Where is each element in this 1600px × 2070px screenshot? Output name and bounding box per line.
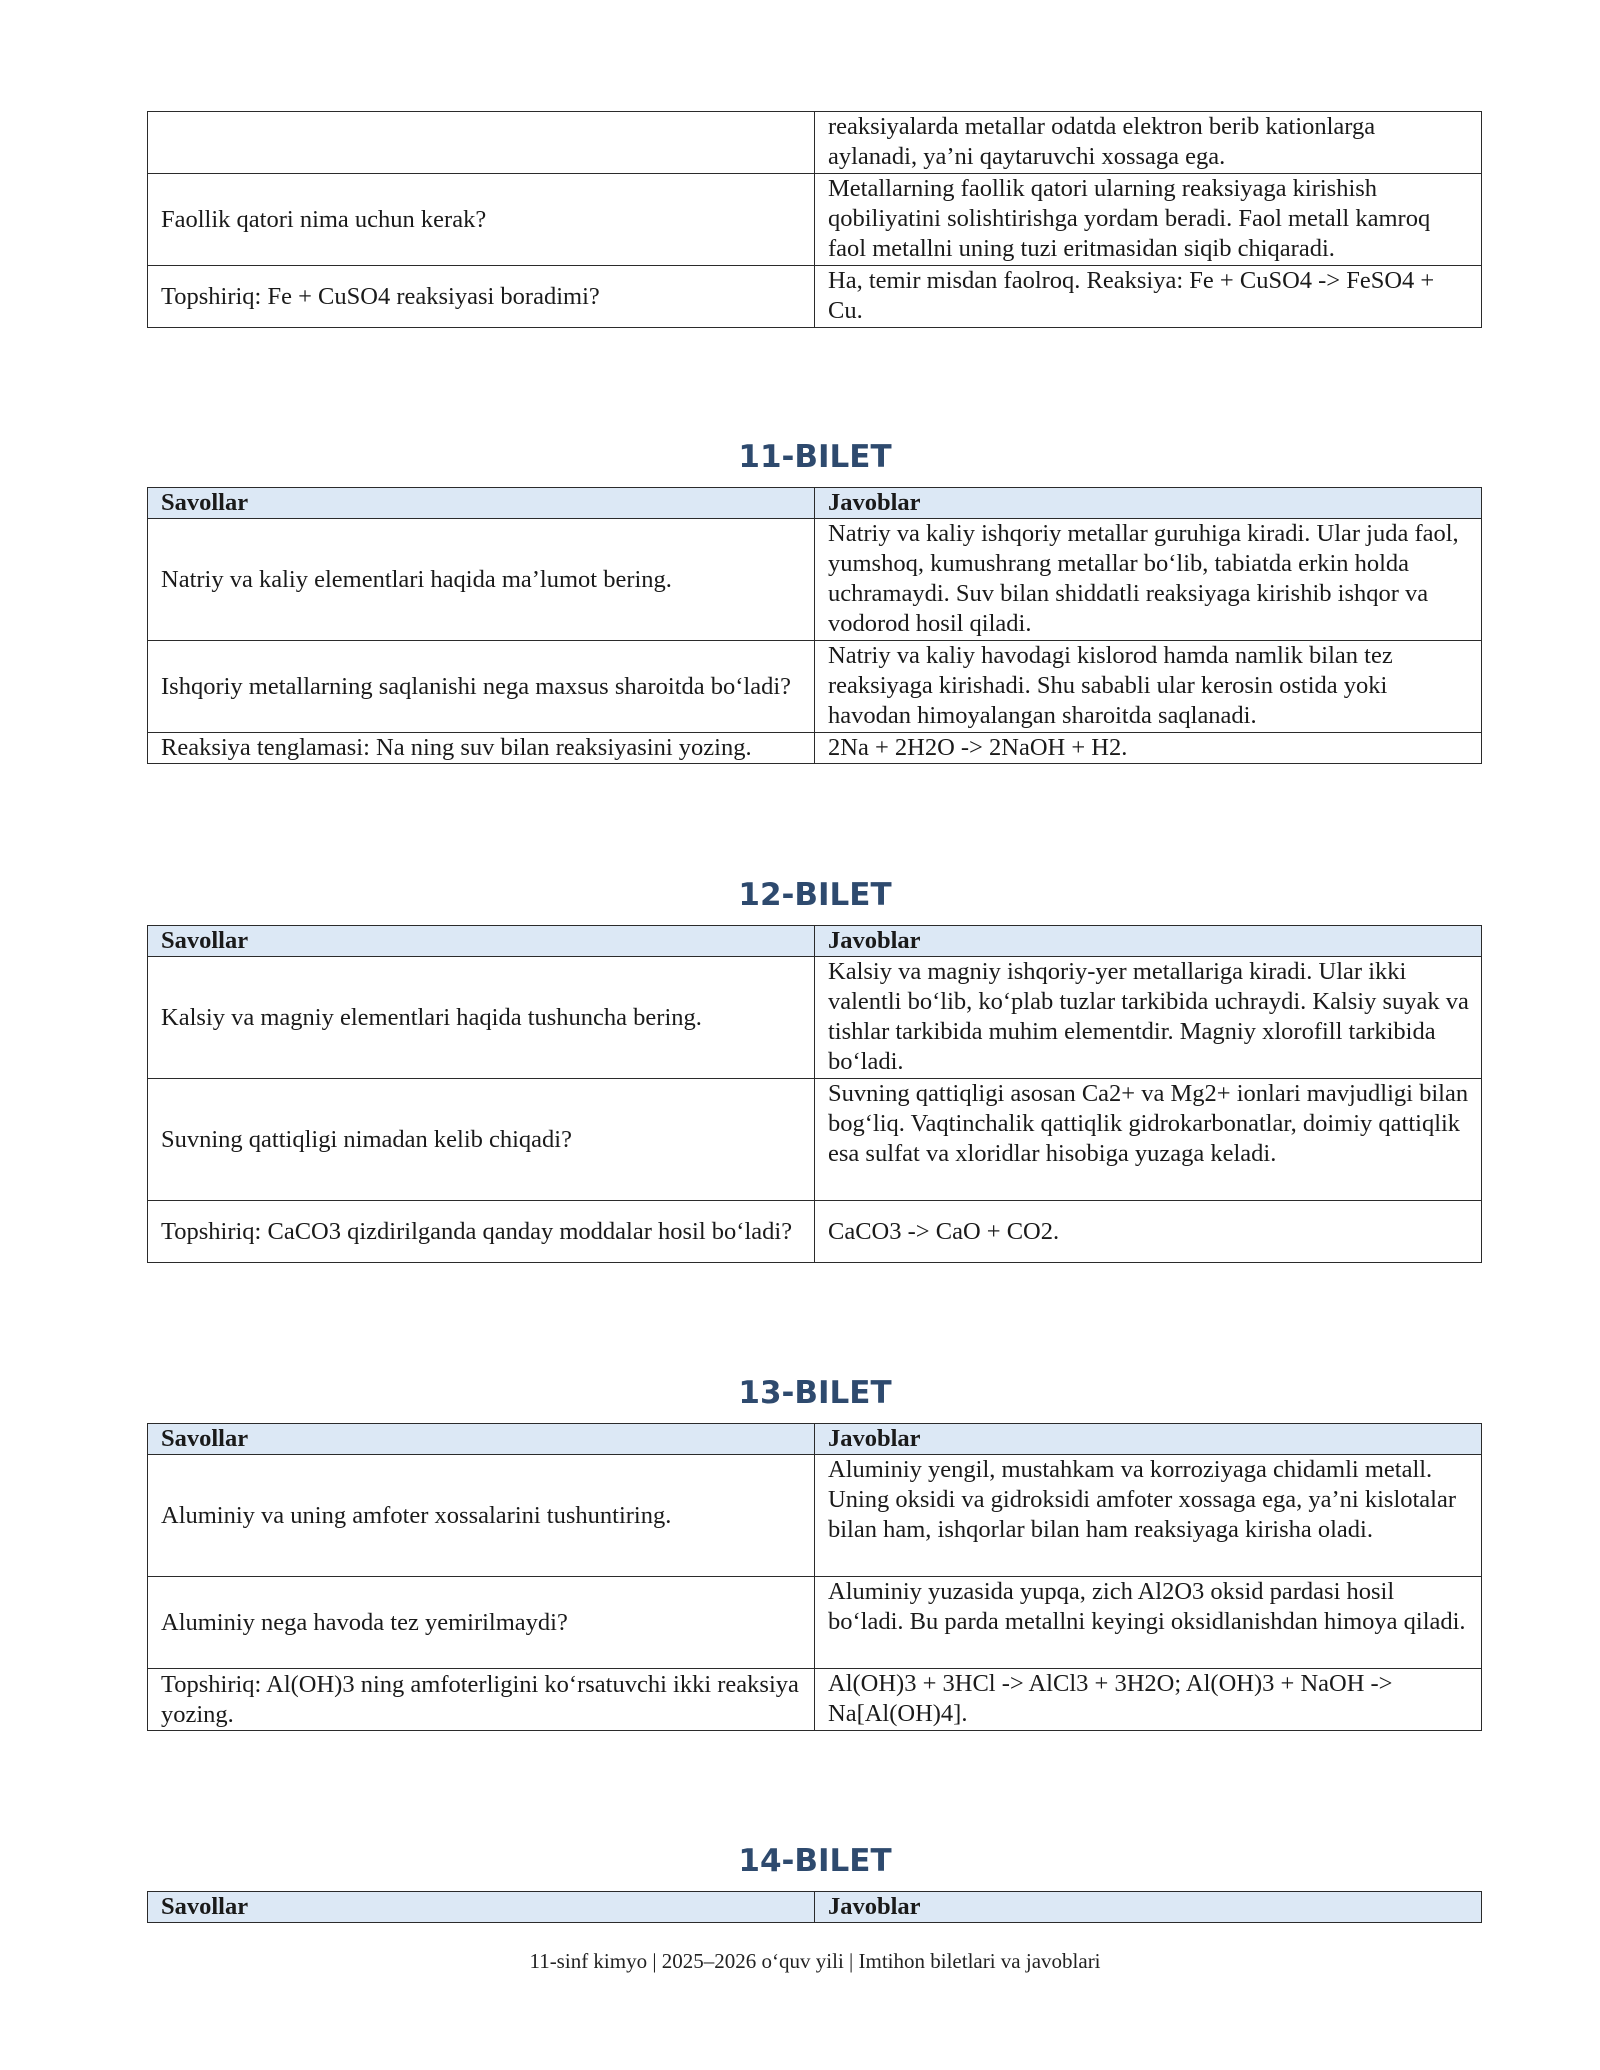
answer-cell: Al(OH)3 + 3HCl -> AlCl3 + 3H2O; Al(OH)3 + NaOH -> Na[Al(OH)4]. [815,1669,1482,1731]
table-row [148,1577,1482,1669]
answer-cell: Natriy va kaliy havodagi kislorod hamda namlik bilan tez reaksiyaga kirishadi. Shu sababli ular kerosin ostida yoki havodan himoyalangan sharoitda saqlanadi. [815,641,1482,733]
answer-cell: CaCO3 -> CaO + CO2. [815,1201,1482,1263]
continuation-table [147,111,1482,328]
question-cell: Suvning qattiqligi nimadan kelib chiqadi? [148,1079,815,1201]
answer-cell: Metallarning faollik qatori ularning reaksiyaga kirishish qobiliyatini solishtirishga yordam beradi. Faol metall kamroq faol metallni uning tuzi eritmasidan siqib chiqaradi. [815,174,1482,266]
bilet-title: 14-BILET [738,1843,892,1879]
answer-cell: Aluminiy yengil, mustahkam va korroziyaga chidamli metall. Uning oksidi va gidroksidi amfoter xossaga ega, ya’ni kislotalar bilan ham, ishqorlar bilan ham reaksiyaga kirisha oladi. [815,1455,1482,1577]
question-cell: Aluminiy va uning amfoter xossalarini tushuntiring. [148,1455,815,1577]
bilet-table [147,1891,1482,1923]
answer-cell: 2Na + 2H2O -> 2NaOH + H2. [815,733,1482,764]
table-header-row [148,926,1482,957]
table-row [148,957,1482,1079]
answer-cell: Natriy va kaliy ishqoriy metallar guruhiga kiradi. Ular juda faol, yumshoq, kumushrang metallar bo‘lib, tabiatda erkin holda uchramaydi. Suv bilan shiddatli reaksiyaga kirishib ishqor va vodorod hosil qiladi. [815,519,1482,641]
column-header-answers: Javoblar [815,1424,1482,1455]
column-header-questions: Savollar [148,1424,815,1455]
table-row [148,1669,1482,1731]
column-header-questions: Savollar [148,926,815,957]
table-row [148,266,1482,328]
answer-cell: Kalsiy va magniy ishqoriy-yer metallariga kiradi. Ular ikki valentli bo‘lib, ko‘plab tuzlar tarkibida uchraydi. Kalsiy suyak va tishlar tarkibida muhim elementdir. Magniy xlorofill tarkibida bo‘ladi. [815,957,1482,1079]
table-row [148,641,1482,733]
question-cell: Topshiriq: Al(OH)3 ning amfoterligini ko‘rsatuvchi ikki reaksiya yozing. [148,1669,815,1731]
question-cell: Topshiriq: Fe + CuSO4 reaksiyasi boradimi? [148,266,815,328]
table-row [148,1079,1482,1201]
question-cell: Natriy va kaliy elementlari haqida ma’lumot bering. [148,519,815,641]
answer-cell: reaksiyalarda metallar odatda elektron berib kationlarga aylanadi, ya’ni qaytaruvchi xossaga ega. [815,112,1482,174]
answer-cell: Ha, temir misdan faolroq. Reaksiya: Fe + CuSO4 -> FeSO4 + Cu. [815,266,1482,328]
question-cell: Faollik qatori nima uchun kerak? [148,174,815,266]
question-cell [148,112,815,174]
question-cell: Topshiriq: CaCO3 qizdirilganda qanday moddalar hosil bo‘ladi? [148,1201,815,1263]
column-header-questions: Savollar [148,488,815,519]
bilet-table [147,925,1482,1263]
table-row [148,1455,1482,1577]
table-header-row [148,1892,1482,1923]
bilet-title: 12-BILET [738,877,892,913]
table-row [148,733,1482,764]
table-header-row [148,1424,1482,1455]
question-cell: Kalsiy va magniy elementlari haqida tushuncha bering. [148,957,815,1079]
table-row [148,112,1482,174]
table-row [148,1201,1482,1263]
table-header-row [148,488,1482,519]
question-cell: Reaksiya tenglamasi: Na ning suv bilan reaksiyasini yozing. [148,733,815,764]
column-header-questions: Savollar [148,1892,815,1923]
bilet-title: 11-BILET [738,439,892,475]
page-footer: 11-sinf kimyo | 2025–2026 o‘quv yili | Imtihon biletlari va javoblari [529,1949,1101,1973]
answer-cell: Aluminiy yuzasida yupqa, zich Al2O3 oksid pardasi hosil bo‘ladi. Bu parda metallni keyingi oksidlanishdan himoya qiladi. [815,1577,1482,1669]
question-cell: Ishqoriy metallarning saqlanishi nega maxsus sharoitda bo‘ladi? [148,641,815,733]
answer-cell: Suvning qattiqligi asosan Ca2+ va Mg2+ ionlari mavjudligi bilan bog‘liq. Vaqtinchalik qattiqlik gidrokarbonatlar, doimiy qattiqlik esa sulfat va xloridlar hisobiga yuzaga keladi. [815,1079,1482,1201]
bilet-table [147,487,1482,764]
table-row [148,174,1482,266]
column-header-answers: Javoblar [815,1892,1482,1923]
column-header-answers: Javoblar [815,926,1482,957]
column-header-answers: Javoblar [815,488,1482,519]
bilet-title: 13-BILET [738,1375,892,1411]
question-cell: Aluminiy nega havoda tez yemirilmaydi? [148,1577,815,1669]
table-row [148,519,1482,641]
bilet-table [147,1423,1482,1731]
